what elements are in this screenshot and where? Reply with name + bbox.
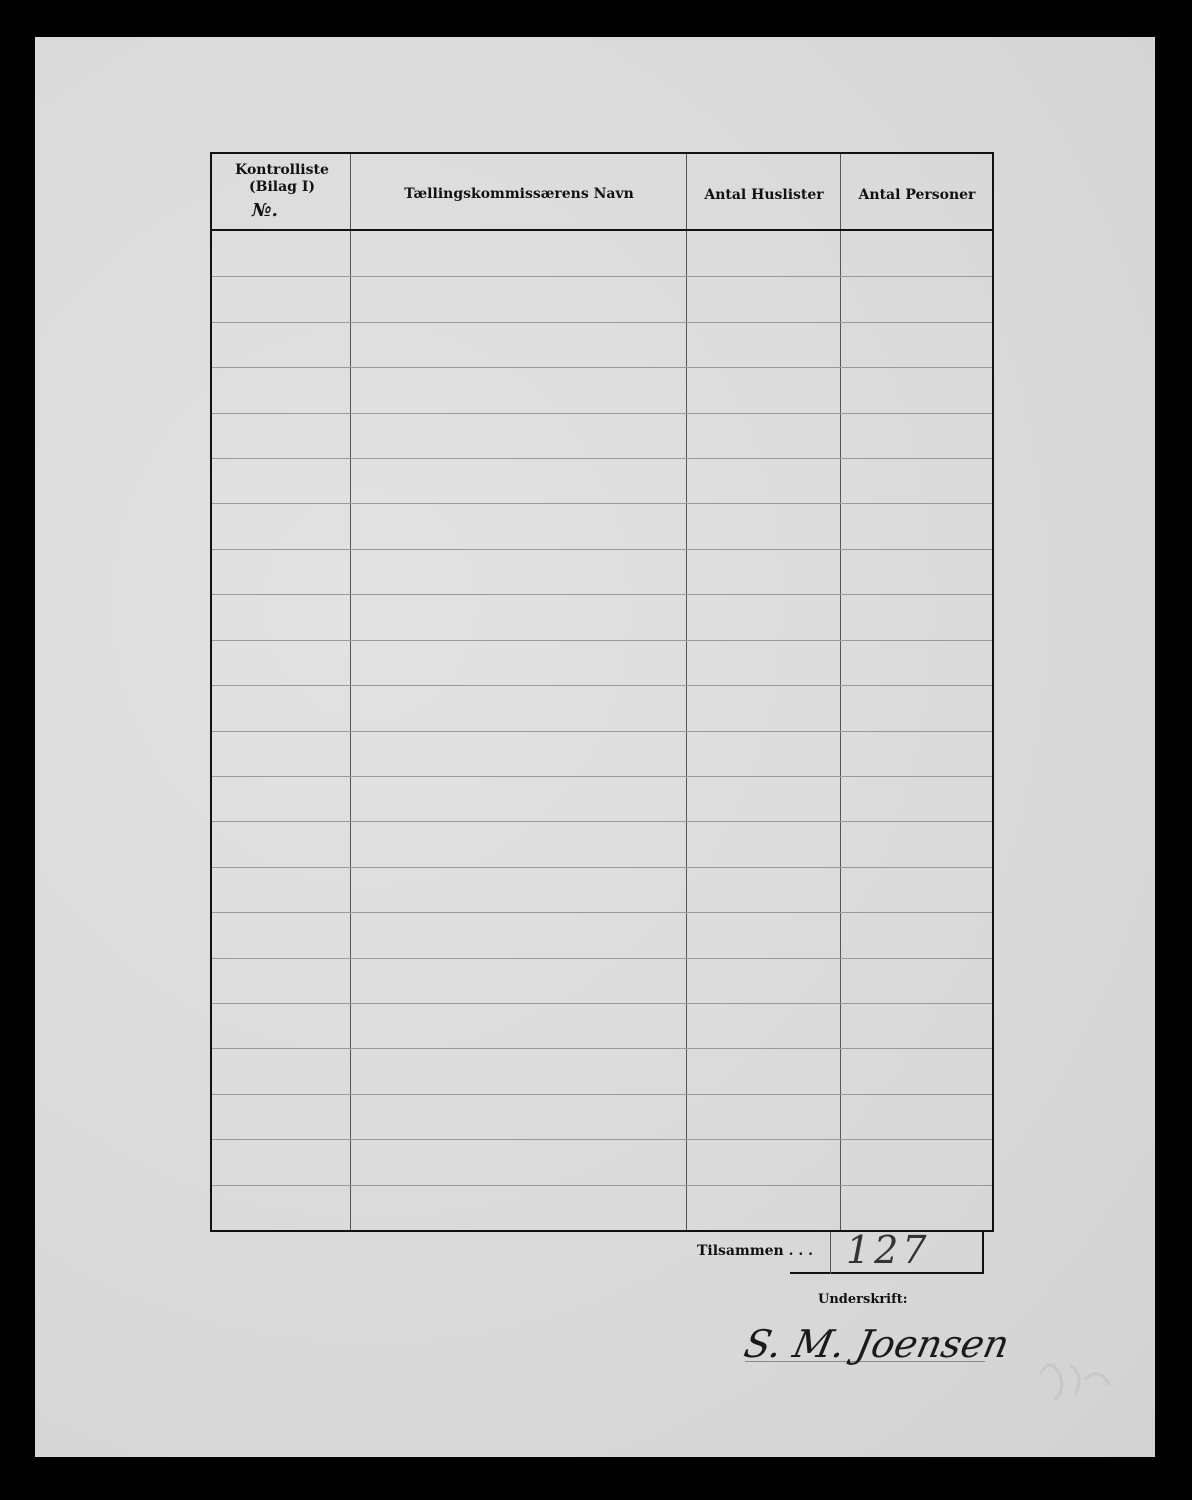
header-numero: №.: [252, 200, 278, 221]
header-kontrolliste-line1: Kontrolliste: [235, 162, 329, 178]
table-row-line: [212, 367, 992, 368]
table-row-line: [212, 912, 992, 913]
header-antal-huslister: Antal Huslister: [704, 187, 824, 203]
table-row-line: [212, 821, 992, 822]
table-row-line: [212, 640, 992, 641]
table-row-line: [212, 958, 992, 959]
table-row-line: [212, 1139, 992, 1140]
table-row-line: [212, 1185, 992, 1186]
total-value: 127: [846, 1228, 931, 1272]
total-divider: [830, 1232, 831, 1274]
column-divider-1: [350, 154, 351, 1230]
header-kontrolliste: [220, 162, 344, 196]
control-list-table: [210, 152, 994, 1232]
header-antal-personer: Antal Personer: [858, 187, 976, 203]
table-row-line: [212, 276, 992, 277]
table-row-line: [212, 776, 992, 777]
header-rule: [212, 229, 992, 231]
header-kontrolliste-line2: (Bilag I): [248, 179, 315, 195]
table-row-line: [212, 503, 992, 504]
table-row-line: [212, 1094, 992, 1095]
column-divider-3: [840, 154, 841, 1230]
signature-handwritten: S. M. Joensen: [740, 1322, 1014, 1366]
table-row-line: [212, 549, 992, 550]
total-label: Tilsammen . . .: [697, 1243, 813, 1259]
table-row-line: [212, 1003, 992, 1004]
header-navn: Tællingskommissærens Navn: [404, 186, 634, 202]
table-row-line: [212, 458, 992, 459]
table-row-line: [212, 685, 992, 686]
signature-label: Underskrift:: [818, 1292, 908, 1307]
table-row-line: [212, 867, 992, 868]
table-row-line: [212, 731, 992, 732]
table-row-line: [212, 594, 992, 595]
table-row-line: [212, 322, 992, 323]
table-row-line: [212, 1048, 992, 1049]
table-row-line: [212, 413, 992, 414]
faded-stamp-icon: [1030, 1345, 1120, 1415]
column-divider-2: [686, 154, 687, 1230]
